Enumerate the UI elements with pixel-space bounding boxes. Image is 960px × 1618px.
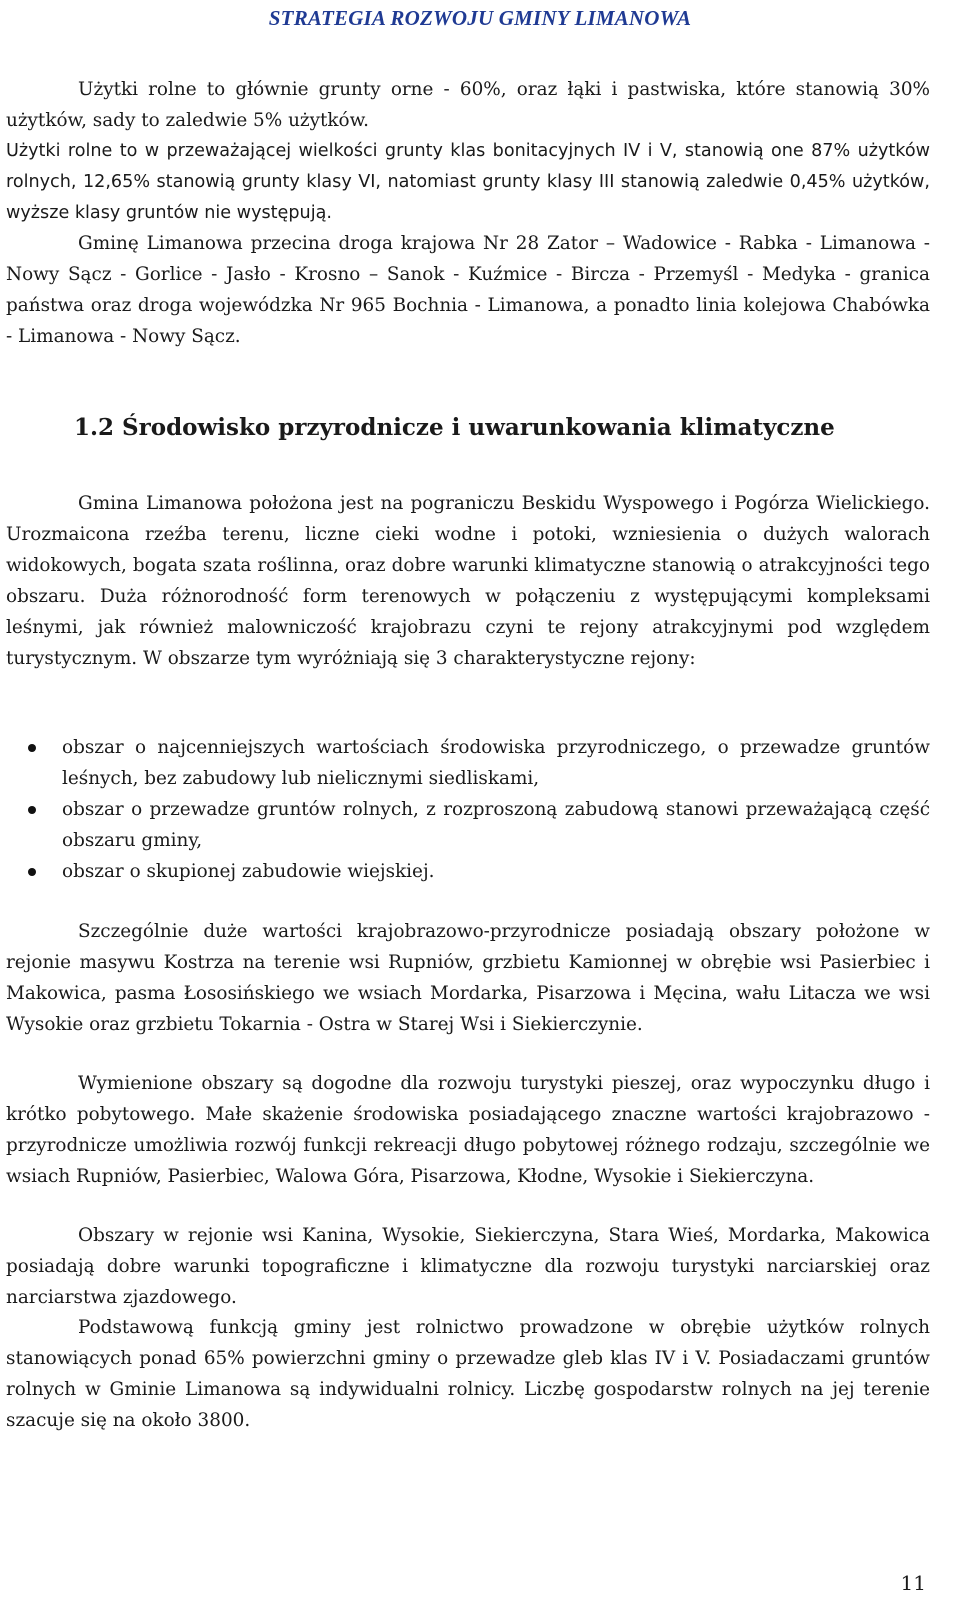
page-number: 11 xyxy=(900,1571,926,1595)
list-item: obszar o najcenniejszych wartościach środowiska przyrodniczego, o przewadze gruntów leśnych, bez zabudowy lub nielicznymi siedliskami, xyxy=(6,732,930,794)
section-heading: 1.2 Środowisko przyrodnicze i uwarunkowania klimatyczne xyxy=(74,414,835,441)
list-item: obszar o skupionej zabudowie wiejskiej. xyxy=(6,856,930,887)
bullet-icon xyxy=(28,744,36,752)
paragraph-tourism: Wymienione obszary są dogodne dla rozwoju turystyki pieszej, oraz wypoczynku długo i krótko pobytowego. Małe skażenie środowiska posiadającego znaczne wartości krajobrazowo - przyrodnicze umożliwia rozwój funkcji rekreacji długo pobytowej różnego rodzaju, szczególnie we wsiach Rupniów, Pasierbiec, Walowa Góra, Pisarzowa, Kłodne, Wysokie i Siekierczyna. xyxy=(6,1073,930,1187)
list-item: obszar o przewadze gruntów rolnych, z rozproszoną zabudową stanowi przeważającą część obszaru gminy, xyxy=(6,794,930,856)
bullet-icon xyxy=(28,806,36,814)
bullet-icon xyxy=(28,868,36,876)
paragraph-land-use: Użytki rolne to głównie grunty orne - 60%, oraz łąki i pastwiska, które stanowią 30% użytków, sady to zaledwie 5% użytków. xyxy=(6,79,930,131)
paragraph-valuable-areas: Szczególnie duże wartości krajobrazowo-przyrodnicze posiadają obszary położone w rejonie masywu Kostrza na terenie wsi Rupniów, grzbietu Kamionnej w obrębie wsi Pasierbiec i Makowica, pasma Łososińskiego we wsiach Mordarka, Pisarzowa i Męcina, wału Litacza we wsi Wysokie oraz grzbietu Tokarnia - Ostra w Starej Wsi i Siekierczynie. xyxy=(6,921,930,1035)
paragraph-roads: Gminę Limanowa przecina droga krajowa Nr 28 Zator – Wadowice - Rabka - Limanowa - Nowy Sącz - Gorlice - Jasło - Krosno – Sanok - Kuźmice - Bircza - Przemyśl - Medyka - granica państwa oraz droga wojewódzka Nr 965 Bochnia - Limanowa, a ponadto linia kolejowa Chabówka - Limanowa - Nowy Sącz. xyxy=(6,233,930,347)
paragraph-agriculture: Podstawową funkcją gminy jest rolnictwo prowadzone w obrębie użytków rolnych stanowiących ponad 65% powierzchni gminy o przewadze gleb klas IV i V. Posiadaczami gruntów rolnych w Gminie Limanowa są indywidualni rolnicy. Liczbę gospodarstw rolnych na jej terenie szacuje się na około 3800. xyxy=(6,1317,930,1431)
paragraph-environment-intro: Gmina Limanowa położona jest na pograniczu Beskidu Wyspowego i Pogórza Wielickiego. Urozmaicona rzeźba terenu, liczne cieki wodne i potoki, wzniesienia o dużych walorach widokowych, bogata szata roślinna, oraz dobre warunki klimatyczne stanowią o atrakcyjności tego obszaru. Duża różnorodność form terenowych w połączeniu z występującymi kompleksami leśnymi, jak również malowniczość krajobrazu czyni te rejony atrakcyjnymi pod względem turystycznym. W obszarze tym wyróżniają się 3 charakterystyczne rejony: xyxy=(6,493,930,669)
paragraph-soil-classes: Użytki rolne to w przeważającej wielkości grunty klas bonitacyjnych IV i V, stanowią one 87% użytków rolnych, 12,65% stanowią grunty klasy VI, natomiast grunty klasy III stanowią zaledwie 0,45% użytków, wyższe klasy gruntów nie występują. xyxy=(6,141,930,223)
regions-list xyxy=(6,732,930,887)
paragraph-skiing: Obszary w rejonie wsi Kanina, Wysokie, Siekierczyna, Stara Wieś, Mordarka, Makowica posiadają dobre warunki topograficzne i klimatyczne dla rozwoju turystyki narciarskiej oraz narciarstwa zjazdowego. xyxy=(6,1225,930,1308)
page-header-title: STRATEGIA ROZWOJU GMINY LIMANOWA xyxy=(268,6,692,30)
